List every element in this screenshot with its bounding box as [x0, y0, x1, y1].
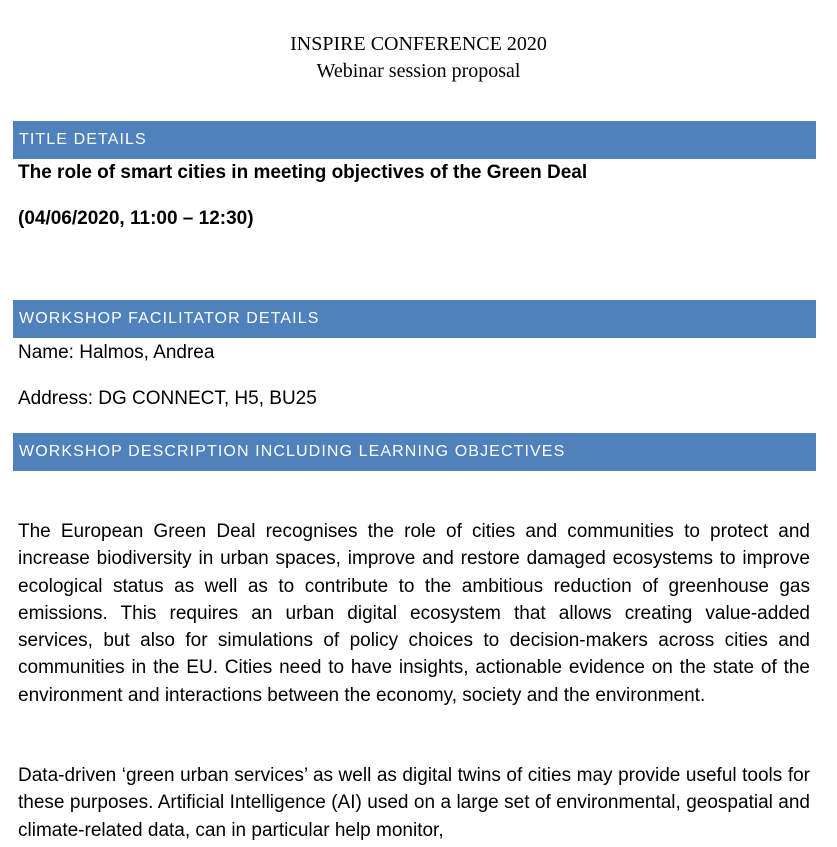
description-paragraph: Data-driven ‘green urban services’ as well as digital twins of cities may provide useful tools for these purposes. Artificial Intelligence (AI) used on a large set of environmental, geospatial and climate-related data, can in particular help monitor,	[18, 765, 810, 841]
session-title: The role of smart cities in meeting objectives of the Green Deal	[18, 162, 588, 183]
section-heading-title-details: TITLE DETAILS	[13, 121, 816, 159]
section-heading-description: WORKSHOP DESCRIPTION INCLUDING LEARNING OBJECTIVES	[13, 433, 816, 471]
facilitator-address: Address: DG CONNECT, H5, BU25	[18, 388, 317, 409]
session-datetime: (04/06/2020, 11:00 – 12:30)	[18, 208, 254, 229]
description-paragraph: The European Green Deal recognises the role of cities and communities to protect and increase biodiversity in urban spaces, improve and restore damaged ecosystems to improve ecological status as well as to contribute to the ambitious reduction of greenhouse gas emissions. This requires an urban digital ecosystem that allows creating value-added services, but also for simulations of policy choices to decision-makers across cities and communities in the EU. Cities need to have insights, actionable evidence on the state of the environment and interactions between the economy, society and the environment.	[18, 521, 810, 706]
facilitator-name: Name: Halmos, Andrea	[18, 342, 215, 363]
document-subtitle: Webinar session proposal	[316, 60, 521, 82]
document-title: INSPIRE CONFERENCE 2020	[290, 33, 547, 55]
section-heading-facilitator: WORKSHOP FACILITATOR DETAILS	[13, 300, 816, 338]
